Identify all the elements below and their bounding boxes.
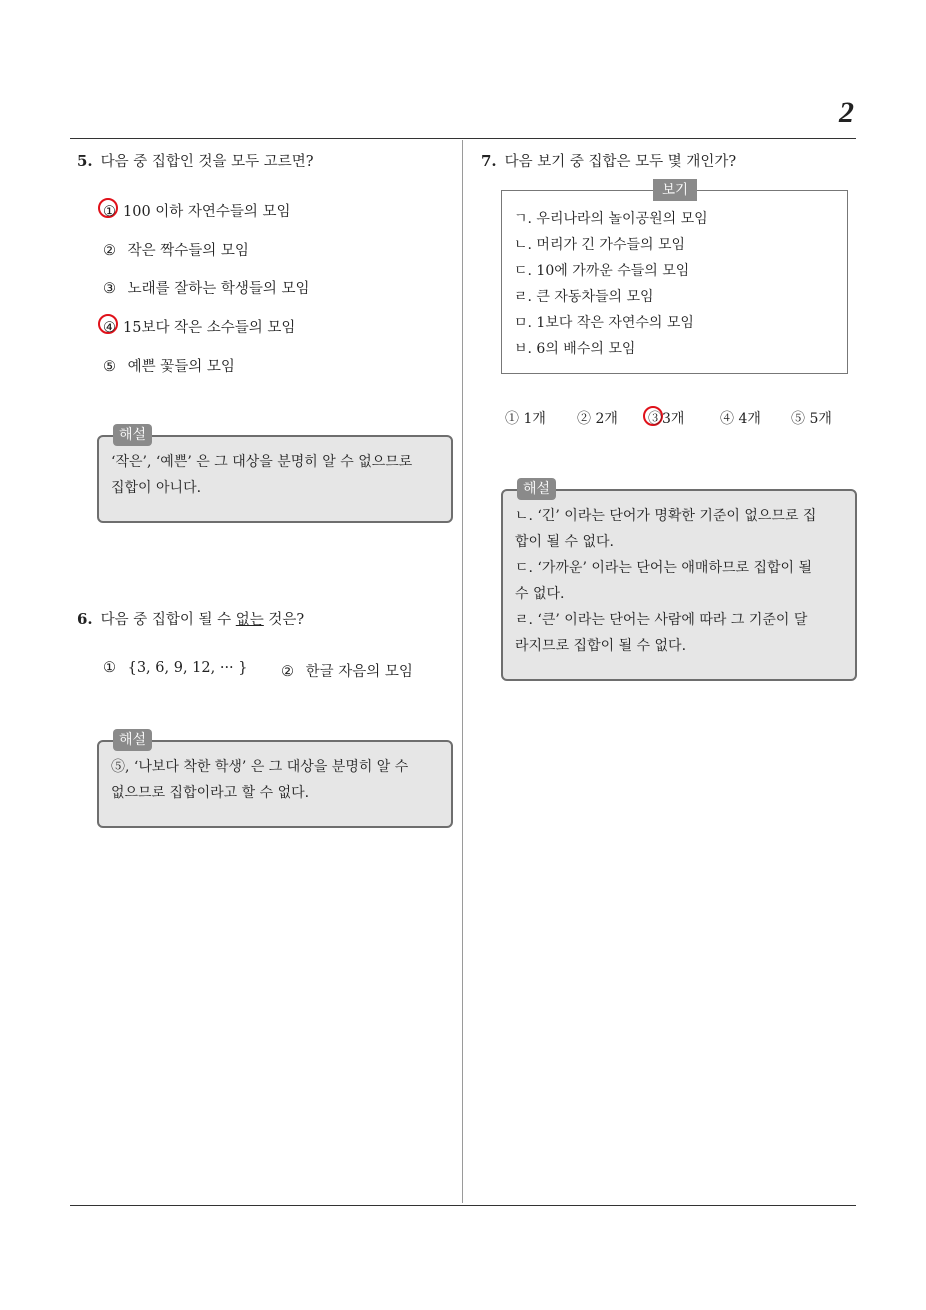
- choice-text: 15보다 작은 소수들의 모임: [123, 320, 296, 336]
- question-number: 7.: [481, 152, 497, 170]
- bottom-rule: [70, 1205, 856, 1206]
- choice-text: 작은 짝수들의 모임: [127, 243, 249, 259]
- choice-5[interactable]: [791, 408, 832, 428]
- choice-text: 100 이하 자연수들의 모임: [123, 204, 291, 220]
- choice-text: 예쁜 꽃들의 모임: [127, 359, 235, 375]
- choice-2[interactable]: [103, 239, 249, 260]
- choice-number: ①: [103, 204, 116, 220]
- choice-3[interactable]: [648, 408, 684, 428]
- page-number: 2: [839, 96, 854, 129]
- choice-2[interactable]: [577, 408, 618, 428]
- bogi-item: ㅁ. 1보다 작은 자연수의 모임: [514, 315, 694, 331]
- choice-2[interactable]: [281, 660, 413, 681]
- question-number: 6.: [77, 610, 93, 628]
- choice-number: ①: [103, 660, 116, 676]
- question-text-underlined: 없는: [235, 612, 264, 628]
- solution-box: [97, 740, 453, 828]
- choice-text: {3, 6, 9, 12, ··· }: [127, 660, 248, 676]
- choice-text: 1개: [523, 411, 546, 427]
- solution-box: [501, 489, 857, 681]
- solution-line: ㄹ. ‘큰’ 이라는 단어는 사람에 따라 그 기준이 달: [515, 612, 808, 628]
- solution-line: 합이 될 수 없다.: [515, 534, 614, 550]
- bogi-item: ㄱ. 우리나라의 놀이공원의 모임: [514, 211, 708, 227]
- solution-line: ㄷ. ‘가까운’ 이라는 단어는 애매하므로 집합이 될: [515, 560, 813, 576]
- choice-text: 5개: [809, 411, 832, 427]
- solution-tag: 해설: [517, 478, 556, 500]
- question-text-before: 다음 중 집합이 될 수: [100, 612, 236, 628]
- solution-line: 수 없다.: [515, 586, 565, 602]
- choice-number: ③: [103, 281, 116, 297]
- question-7: [481, 150, 736, 171]
- choice-number: ②: [281, 664, 294, 680]
- choice-4[interactable]: [720, 408, 761, 428]
- solution-line: ‘작은’, ‘예쁜’ 은 그 대상을 분명히 알 수 없으므로: [111, 454, 413, 470]
- choice-4[interactable]: [103, 316, 295, 337]
- question-6: [77, 608, 304, 629]
- choice-number: ⑤: [791, 411, 805, 427]
- choice-text: 2개: [595, 411, 618, 427]
- choice-5[interactable]: [103, 355, 235, 376]
- choice-text: 4개: [738, 411, 761, 427]
- choice-number: ⑤: [103, 359, 116, 375]
- choice-text: 한글 자음의 모임: [305, 664, 413, 680]
- question-text-after: 것은?: [263, 612, 305, 628]
- choice-1[interactable]: [103, 200, 291, 221]
- choice-1[interactable]: [103, 660, 248, 676]
- solution-line: 라지므로 집합이 될 수 없다.: [515, 638, 687, 654]
- solution-tag: 해설: [113, 424, 152, 446]
- choice-number: ④: [720, 411, 734, 427]
- solution-line: 없으므로 집합이라고 할 수 없다.: [111, 785, 310, 801]
- bogi-item: ㄹ. 큰 자동차들의 모임: [514, 289, 654, 305]
- question-text: 다음 보기 중 집합은 모두 몇 개인가?: [504, 154, 737, 170]
- solution-line: ⑤, ‘나보다 착한 학생’ 은 그 대상을 분명히 알 수: [111, 759, 409, 775]
- solution-tag: 해설: [113, 729, 152, 751]
- solution-line: 집합이 아니다.: [111, 480, 202, 496]
- top-rule: [70, 138, 856, 139]
- choice-3[interactable]: [103, 277, 310, 298]
- choice-number: ④: [103, 320, 116, 336]
- bogi-tag: 보기: [653, 179, 697, 201]
- choice-text: 노래를 잘하는 학생들의 모임: [127, 281, 310, 297]
- question-text: 다음 중 집합인 것을 모두 고르면?: [100, 154, 314, 170]
- choice-text: 3개: [662, 411, 685, 427]
- question-5: [77, 150, 314, 171]
- column-divider: [462, 140, 463, 1203]
- solution-line: ㄴ. ‘긴’ 이라는 단어가 명확한 기준이 없으므로 집: [515, 508, 817, 524]
- choice-number: ③: [648, 411, 662, 427]
- bogi-item: ㅂ. 6의 배수의 모임: [514, 341, 636, 357]
- bogi-item: ㄴ. 머리가 긴 가수들의 모임: [514, 237, 686, 253]
- choice-number: ②: [103, 243, 116, 259]
- choice-number: ①: [505, 411, 519, 427]
- choice-1[interactable]: [505, 408, 546, 428]
- question-number: 5.: [77, 152, 93, 170]
- choice-number: ②: [577, 411, 591, 427]
- solution-box: [97, 435, 453, 523]
- bogi-item: ㄷ. 10에 가까운 수들의 모임: [514, 263, 690, 279]
